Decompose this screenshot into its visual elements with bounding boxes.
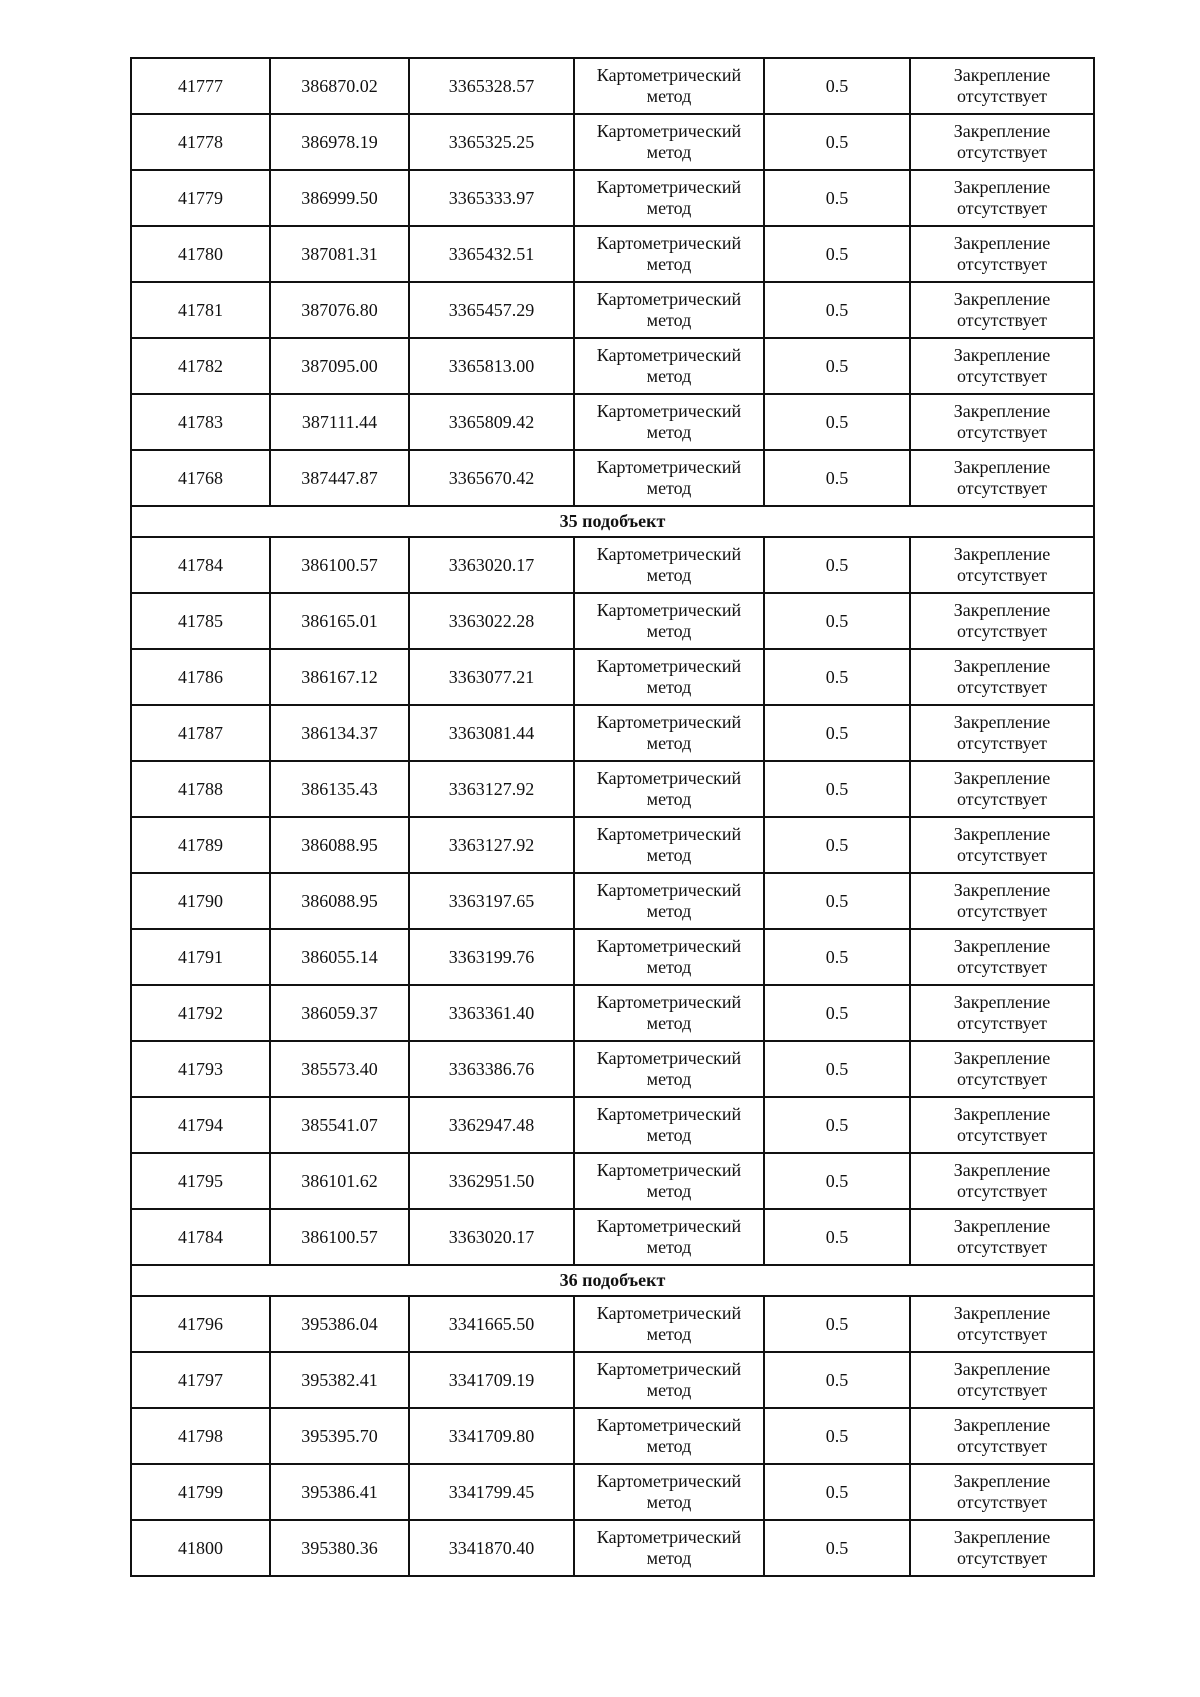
- section-header-row: [131, 1265, 1094, 1296]
- table-row: [131, 1352, 1094, 1408]
- x-coordinate-cell: 395395.70: [270, 1408, 409, 1464]
- table-row: [131, 929, 1094, 985]
- table-row: [131, 226, 1094, 282]
- x-coordinate-cell: 386870.02: [270, 58, 409, 114]
- fixation-cell: Закрепление отсутствует: [910, 985, 1094, 1041]
- y-coordinate-cell: 3363022.28: [409, 593, 574, 649]
- fixation-cell: Закрепление отсутствует: [910, 58, 1094, 114]
- section-title: 35 подобъект: [131, 506, 1094, 537]
- accuracy-cell: 0.5: [764, 1352, 910, 1408]
- table-row: [131, 1041, 1094, 1097]
- point-id-cell: 41794: [131, 1097, 270, 1153]
- y-coordinate-cell: 3341709.19: [409, 1352, 574, 1408]
- point-id-cell: 41784: [131, 1209, 270, 1265]
- x-coordinate-cell: 395380.36: [270, 1520, 409, 1576]
- point-id-cell: 41792: [131, 985, 270, 1041]
- accuracy-cell: 0.5: [764, 705, 910, 761]
- accuracy-cell: 0.5: [764, 1209, 910, 1265]
- point-id-cell: 41785: [131, 593, 270, 649]
- fixation-cell: Закрепление отсутствует: [910, 1041, 1094, 1097]
- x-coordinate-cell: 386088.95: [270, 873, 409, 929]
- y-coordinate-cell: 3341709.80: [409, 1408, 574, 1464]
- method-cell: Картометрический метод: [574, 817, 764, 873]
- table-row: [131, 394, 1094, 450]
- point-id-cell: 41796: [131, 1296, 270, 1352]
- method-cell: Картометрический метод: [574, 282, 764, 338]
- method-cell: Картометрический метод: [574, 593, 764, 649]
- x-coordinate-cell: 385573.40: [270, 1041, 409, 1097]
- accuracy-cell: 0.5: [764, 537, 910, 593]
- x-coordinate-cell: 386100.57: [270, 537, 409, 593]
- table-row: [131, 1097, 1094, 1153]
- method-cell: Картометрический метод: [574, 450, 764, 506]
- accuracy-cell: 0.5: [764, 394, 910, 450]
- y-coordinate-cell: 3363361.40: [409, 985, 574, 1041]
- coordinates-table: [130, 57, 1095, 1577]
- table-row: [131, 170, 1094, 226]
- y-coordinate-cell: 3362951.50: [409, 1153, 574, 1209]
- accuracy-cell: 0.5: [764, 929, 910, 985]
- y-coordinate-cell: 3365670.42: [409, 450, 574, 506]
- point-id-cell: 41768: [131, 450, 270, 506]
- fixation-cell: Закрепление отсутствует: [910, 450, 1094, 506]
- method-cell: Картометрический метод: [574, 1296, 764, 1352]
- y-coordinate-cell: 3365328.57: [409, 58, 574, 114]
- x-coordinate-cell: 386100.57: [270, 1209, 409, 1265]
- x-coordinate-cell: 386165.01: [270, 593, 409, 649]
- point-id-cell: 41783: [131, 394, 270, 450]
- table-row: [131, 705, 1094, 761]
- x-coordinate-cell: 386978.19: [270, 114, 409, 170]
- method-cell: Картометрический метод: [574, 170, 764, 226]
- table-row: [131, 873, 1094, 929]
- y-coordinate-cell: 3363020.17: [409, 537, 574, 593]
- fixation-cell: Закрепление отсутствует: [910, 282, 1094, 338]
- point-id-cell: 41778: [131, 114, 270, 170]
- fixation-cell: Закрепление отсутствует: [910, 338, 1094, 394]
- x-coordinate-cell: 387447.87: [270, 450, 409, 506]
- method-cell: Картометрический метод: [574, 761, 764, 817]
- method-cell: Картометрический метод: [574, 58, 764, 114]
- method-cell: Картометрический метод: [574, 1520, 764, 1576]
- fixation-cell: Закрепление отсутствует: [910, 537, 1094, 593]
- fixation-cell: Закрепление отсутствует: [910, 1408, 1094, 1464]
- method-cell: Картометрический метод: [574, 985, 764, 1041]
- accuracy-cell: 0.5: [764, 170, 910, 226]
- x-coordinate-cell: 386135.43: [270, 761, 409, 817]
- point-id-cell: 41787: [131, 705, 270, 761]
- point-id-cell: 41779: [131, 170, 270, 226]
- y-coordinate-cell: 3363386.76: [409, 1041, 574, 1097]
- accuracy-cell: 0.5: [764, 649, 910, 705]
- method-cell: Картометрический метод: [574, 1408, 764, 1464]
- table-row: [131, 1209, 1094, 1265]
- accuracy-cell: 0.5: [764, 1408, 910, 1464]
- point-id-cell: 41799: [131, 1464, 270, 1520]
- method-cell: Картометрический метод: [574, 873, 764, 929]
- y-coordinate-cell: 3363077.21: [409, 649, 574, 705]
- fixation-cell: Закрепление отсутствует: [910, 1464, 1094, 1520]
- fixation-cell: Закрепление отсутствует: [910, 929, 1094, 985]
- table-row: [131, 593, 1094, 649]
- fixation-cell: Закрепление отсутствует: [910, 1097, 1094, 1153]
- table-row: [131, 817, 1094, 873]
- accuracy-cell: 0.5: [764, 114, 910, 170]
- point-id-cell: 41798: [131, 1408, 270, 1464]
- y-coordinate-cell: 3363199.76: [409, 929, 574, 985]
- accuracy-cell: 0.5: [764, 450, 910, 506]
- accuracy-cell: 0.5: [764, 338, 910, 394]
- point-id-cell: 41800: [131, 1520, 270, 1576]
- x-coordinate-cell: 387076.80: [270, 282, 409, 338]
- y-coordinate-cell: 3365325.25: [409, 114, 574, 170]
- method-cell: Картометрический метод: [574, 649, 764, 705]
- fixation-cell: Закрепление отсутствует: [910, 817, 1094, 873]
- point-id-cell: 41788: [131, 761, 270, 817]
- y-coordinate-cell: 3341799.45: [409, 1464, 574, 1520]
- fixation-cell: Закрепление отсутствует: [910, 593, 1094, 649]
- table-row: [131, 761, 1094, 817]
- fixation-cell: Закрепление отсутствует: [910, 1520, 1094, 1576]
- table-row: [131, 1408, 1094, 1464]
- method-cell: Картометрический метод: [574, 537, 764, 593]
- y-coordinate-cell: 3363127.92: [409, 761, 574, 817]
- table-row: [131, 1296, 1094, 1352]
- table-row: [131, 1153, 1094, 1209]
- table-row: [131, 450, 1094, 506]
- method-cell: Картометрический метод: [574, 1464, 764, 1520]
- x-coordinate-cell: 386101.62: [270, 1153, 409, 1209]
- y-coordinate-cell: 3363020.17: [409, 1209, 574, 1265]
- method-cell: Картометрический метод: [574, 394, 764, 450]
- table-body: [131, 58, 1094, 1576]
- y-coordinate-cell: 3363127.92: [409, 817, 574, 873]
- table-row: [131, 1520, 1094, 1576]
- point-id-cell: 41791: [131, 929, 270, 985]
- fixation-cell: Закрепление отсутствует: [910, 705, 1094, 761]
- accuracy-cell: 0.5: [764, 1097, 910, 1153]
- fixation-cell: Закрепление отсутствует: [910, 1352, 1094, 1408]
- accuracy-cell: 0.5: [764, 593, 910, 649]
- point-id-cell: 41784: [131, 537, 270, 593]
- method-cell: Картометрический метод: [574, 929, 764, 985]
- fixation-cell: Закрепление отсутствует: [910, 114, 1094, 170]
- table-row: [131, 114, 1094, 170]
- method-cell: Картометрический метод: [574, 114, 764, 170]
- accuracy-cell: 0.5: [764, 1464, 910, 1520]
- x-coordinate-cell: 395386.41: [270, 1464, 409, 1520]
- section-title: 36 подобъект: [131, 1265, 1094, 1296]
- method-cell: Картометрический метод: [574, 338, 764, 394]
- fixation-cell: Закрепление отсутствует: [910, 1296, 1094, 1352]
- x-coordinate-cell: 385541.07: [270, 1097, 409, 1153]
- x-coordinate-cell: 386055.14: [270, 929, 409, 985]
- y-coordinate-cell: 3362947.48: [409, 1097, 574, 1153]
- fixation-cell: Закрепление отсутствует: [910, 170, 1094, 226]
- method-cell: Картометрический метод: [574, 1041, 764, 1097]
- x-coordinate-cell: 387095.00: [270, 338, 409, 394]
- section-header-row: [131, 506, 1094, 537]
- fixation-cell: Закрепление отсутствует: [910, 873, 1094, 929]
- point-id-cell: 41777: [131, 58, 270, 114]
- point-id-cell: 41780: [131, 226, 270, 282]
- fixation-cell: Закрепление отсутствует: [910, 226, 1094, 282]
- x-coordinate-cell: 387111.44: [270, 394, 409, 450]
- accuracy-cell: 0.5: [764, 58, 910, 114]
- point-id-cell: 41795: [131, 1153, 270, 1209]
- accuracy-cell: 0.5: [764, 1520, 910, 1576]
- y-coordinate-cell: 3365809.42: [409, 394, 574, 450]
- accuracy-cell: 0.5: [764, 226, 910, 282]
- accuracy-cell: 0.5: [764, 985, 910, 1041]
- table-row: [131, 985, 1094, 1041]
- x-coordinate-cell: 386088.95: [270, 817, 409, 873]
- y-coordinate-cell: 3365457.29: [409, 282, 574, 338]
- y-coordinate-cell: 3363197.65: [409, 873, 574, 929]
- table-row: [131, 1464, 1094, 1520]
- point-id-cell: 41786: [131, 649, 270, 705]
- accuracy-cell: 0.5: [764, 1041, 910, 1097]
- y-coordinate-cell: 3341665.50: [409, 1296, 574, 1352]
- method-cell: Картометрический метод: [574, 1097, 764, 1153]
- accuracy-cell: 0.5: [764, 817, 910, 873]
- accuracy-cell: 0.5: [764, 873, 910, 929]
- table-row: [131, 58, 1094, 114]
- fixation-cell: Закрепление отсутствует: [910, 394, 1094, 450]
- y-coordinate-cell: 3365813.00: [409, 338, 574, 394]
- method-cell: Картометрический метод: [574, 1352, 764, 1408]
- table-row: [131, 282, 1094, 338]
- point-id-cell: 41797: [131, 1352, 270, 1408]
- accuracy-cell: 0.5: [764, 282, 910, 338]
- point-id-cell: 41789: [131, 817, 270, 873]
- method-cell: Картометрический метод: [574, 1153, 764, 1209]
- x-coordinate-cell: 387081.31: [270, 226, 409, 282]
- x-coordinate-cell: 386167.12: [270, 649, 409, 705]
- accuracy-cell: 0.5: [764, 761, 910, 817]
- y-coordinate-cell: 3365432.51: [409, 226, 574, 282]
- table-row: [131, 338, 1094, 394]
- method-cell: Картометрический метод: [574, 705, 764, 761]
- x-coordinate-cell: 386999.50: [270, 170, 409, 226]
- fixation-cell: Закрепление отсутствует: [910, 649, 1094, 705]
- point-id-cell: 41782: [131, 338, 270, 394]
- x-coordinate-cell: 386059.37: [270, 985, 409, 1041]
- fixation-cell: Закрепление отсутствует: [910, 761, 1094, 817]
- point-id-cell: 41793: [131, 1041, 270, 1097]
- x-coordinate-cell: 395382.41: [270, 1352, 409, 1408]
- x-coordinate-cell: 395386.04: [270, 1296, 409, 1352]
- accuracy-cell: 0.5: [764, 1296, 910, 1352]
- fixation-cell: Закрепление отсутствует: [910, 1209, 1094, 1265]
- accuracy-cell: 0.5: [764, 1153, 910, 1209]
- y-coordinate-cell: 3341870.40: [409, 1520, 574, 1576]
- fixation-cell: Закрепление отсутствует: [910, 1153, 1094, 1209]
- method-cell: Картометрический метод: [574, 1209, 764, 1265]
- table-row: [131, 537, 1094, 593]
- table-row: [131, 649, 1094, 705]
- point-id-cell: 41781: [131, 282, 270, 338]
- point-id-cell: 41790: [131, 873, 270, 929]
- method-cell: Картометрический метод: [574, 226, 764, 282]
- y-coordinate-cell: 3365333.97: [409, 170, 574, 226]
- y-coordinate-cell: 3363081.44: [409, 705, 574, 761]
- x-coordinate-cell: 386134.37: [270, 705, 409, 761]
